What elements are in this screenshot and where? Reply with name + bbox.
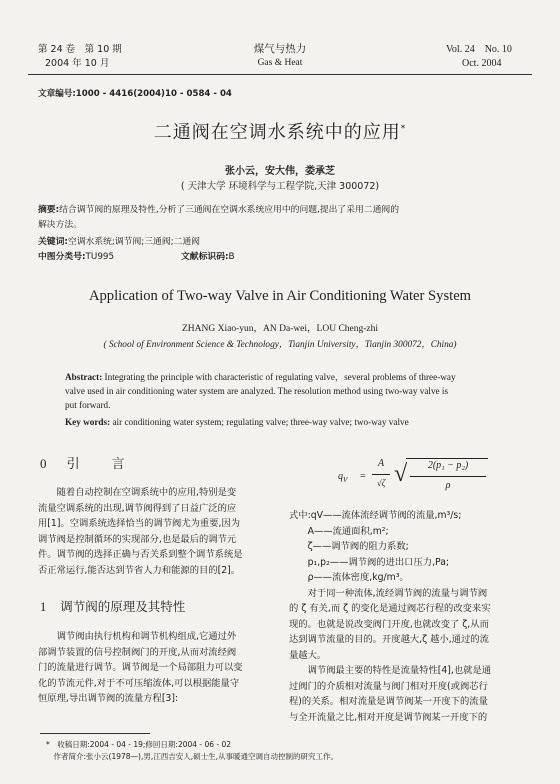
sqrt-bar [406,458,488,459]
abstract-en-line1 [65,370,505,384]
right-line: ζ——调节阀的阻力系数; [289,541,409,552]
abstract-cn [38,204,524,218]
right-line: p₁,p₂——调节阀的进出口压力,Pa; [289,556,450,568]
footnote-author-bio: 作者简介:张小云(1978—),男,江西吉安人,硕士生,从事暖通空调自动控制的研究工作。 [46,752,338,761]
keywords-en-text: air conditioning water system; regulating valve; three-way valve; two-way valve [110,417,409,427]
document-code [181,251,235,265]
right-column-text [289,508,529,725]
header-rule [28,74,532,75]
volume-number-en: Vol. 24 No. 10 [446,44,512,55]
right-line: 现的。也就是说改变阀门开度,也就改变了 ζ,从而 [289,618,489,630]
fraction-numerator: A [377,458,385,469]
lhs-subscript: V [343,476,348,484]
intro-line: 件。调节阀的选择正确与否关系到整个调节系统是 [38,549,243,560]
right-line: 的 ζ 有关,而 ζ 的变化是通过阀芯行程的改变来实 [289,603,491,614]
fraction-bar [372,474,390,475]
section-1-paragraph [38,629,278,707]
keywords-en-label: Key words: [65,417,111,427]
intro-line: 随着自动控制在空调系统中的应用,特别是变 [38,487,237,498]
affiliation-en: ( School of Environment Science & Technology，Tianjin University，Tianjin 300072，China) [103,340,457,350]
affiliation-cn: ( 天津大学 环境科学与工程学院,天津 300072) [180,181,380,192]
footnote-rule [40,733,150,734]
right-line: A——流通面积,m²; [289,525,389,537]
journal-name-cn: 煤气与热力 [253,43,307,55]
doc-code-label: 文献标识码: [181,252,229,262]
abstract-cn-label: 摘要: [38,205,60,215]
intro-line: 流量空调系统的出现,调节阀得到了日益广泛的应 [38,502,237,514]
intro-line: 否正常运行,能否达到节省人力和能源的目的[2]。 [38,564,241,576]
abstract-en-line3: put forward. [65,400,111,410]
right-line: 过阀门的介质相对流量与阀门相对开度(或阀芯行 [289,680,488,692]
section-1-heading [40,597,185,615]
intro-line: 调节阀是控制循环的实现部分,也是最后的调节元 [38,533,237,545]
fraction-denominator: √ζ [376,478,386,488]
clc-number [38,251,114,265]
lhs-symbol: q [338,471,343,482]
flow-equation [338,456,508,504]
title-cn-text: 二通阀在空调水系统中的应用 [153,122,401,143]
abstract-en [65,370,505,412]
keywords-cn-text: 空调水系统;调节阀;三通阀;二通阀 [67,237,200,247]
doc-code-value: B [228,252,235,262]
section-1-line: 恒原理,导出调节阀的流量方程[3]: [38,693,179,704]
date-en: Oct. 2004 [462,58,502,69]
radicand-bar [410,476,486,477]
abstract-cn-line2: 解决方法。 [38,220,82,230]
right-line: 对于同一种流体,流经调节阀的流量与调节阀 [289,587,488,599]
intro-line: 用[1]。空调系统选择恰当的调节阀尤为重要,因为 [38,518,241,529]
abstract-en-label: Abstract: [65,372,103,382]
equation-lhs [338,471,347,484]
journal-name-en: Gas & Heat [257,58,303,68]
clc-value: TU995 [85,252,115,262]
section-0-number: 0 [40,456,49,471]
section-1-line: 门的流量进行调节。调节阀是一个局部阻力可以变 [38,662,243,673]
sqrt-sign: √ [394,461,408,487]
right-line: 调节阀最主要的特性是流量特性[4],也就是通 [289,665,492,676]
right-line: 达到调节流量的目的。开度越大,ζ 越小,通过的流 [289,634,489,645]
title-footnote-mark: * [400,124,407,134]
right-line: 程)的关系。相对流量是调节阀某一开度下的流量 [289,696,488,707]
section-1-line: 部调节装置的信号控制阀门的开度,从而对流经阀 [38,646,237,658]
publication-date: 2004 年 10 月 [45,58,110,69]
article-number: 文章编号:1000 - 4416(2004)10 - 0584 - 04 [38,89,232,99]
title-cn [80,118,480,144]
intro-paragraph [38,485,278,578]
keywords-en [65,417,505,427]
section-1-line: 化的节流元件,对于不可压缩流体,可以根据能量守 [38,677,240,689]
footnote-dates: * 收稿日期:2004 - 04 - 19;修回日期:2004 - 06 - 02 [46,740,232,749]
right-line: 量越大。 [289,649,327,661]
right-line: 式中:qV——流体流经调节阀的流量,m³/s; [289,510,462,521]
authors-en: ZHANG Xiao-yun，AN Da-wei，LOU Cheng-zhi [181,324,379,334]
section-0-heading [40,453,127,472]
abstract-en-line2: valve used in air conditioning water system are analyzed. The resolution method using two-way valve is [65,386,449,396]
radicand-numerator: 2(p₁ − p₂) [427,460,469,471]
title-en: Application of Two-way Valve in Air Conditioning Water System [88,288,472,304]
keywords-cn [38,236,200,250]
abstract-en-line1-text: Integrating the principle with characteristic of regulating valve，several problems of three-way [102,372,456,382]
keywords-cn-label: 关键词: [38,237,68,247]
section-1-number: 1 [40,600,47,614]
section-0-title: 引 言 [66,457,127,472]
equals-sign: = [360,471,366,482]
right-line: ρ——流体密度,kg/m³。 [289,572,409,583]
section-1-title: 调节阀的原理及其特性 [60,599,186,614]
right-line: 与全开流量之比,相对开度是调节阀某一开度下的 [289,711,488,723]
section-1-line: 调节阀由执行机构和调节机构组成,它通过外 [38,631,237,642]
radicand-denominator: ρ [445,480,451,491]
volume-issue: 第 24 卷 第 10 期 [38,44,122,55]
abstract-cn-line1: 结合调节阀的原理及特性,分析了三通阀在空调水系统应用中的问题,提出了采用二通阀的 [59,205,400,215]
authors-cn: 张小云，安大伟，娄承芝 [225,166,335,177]
clc-label: 中图分类号: [38,252,86,262]
